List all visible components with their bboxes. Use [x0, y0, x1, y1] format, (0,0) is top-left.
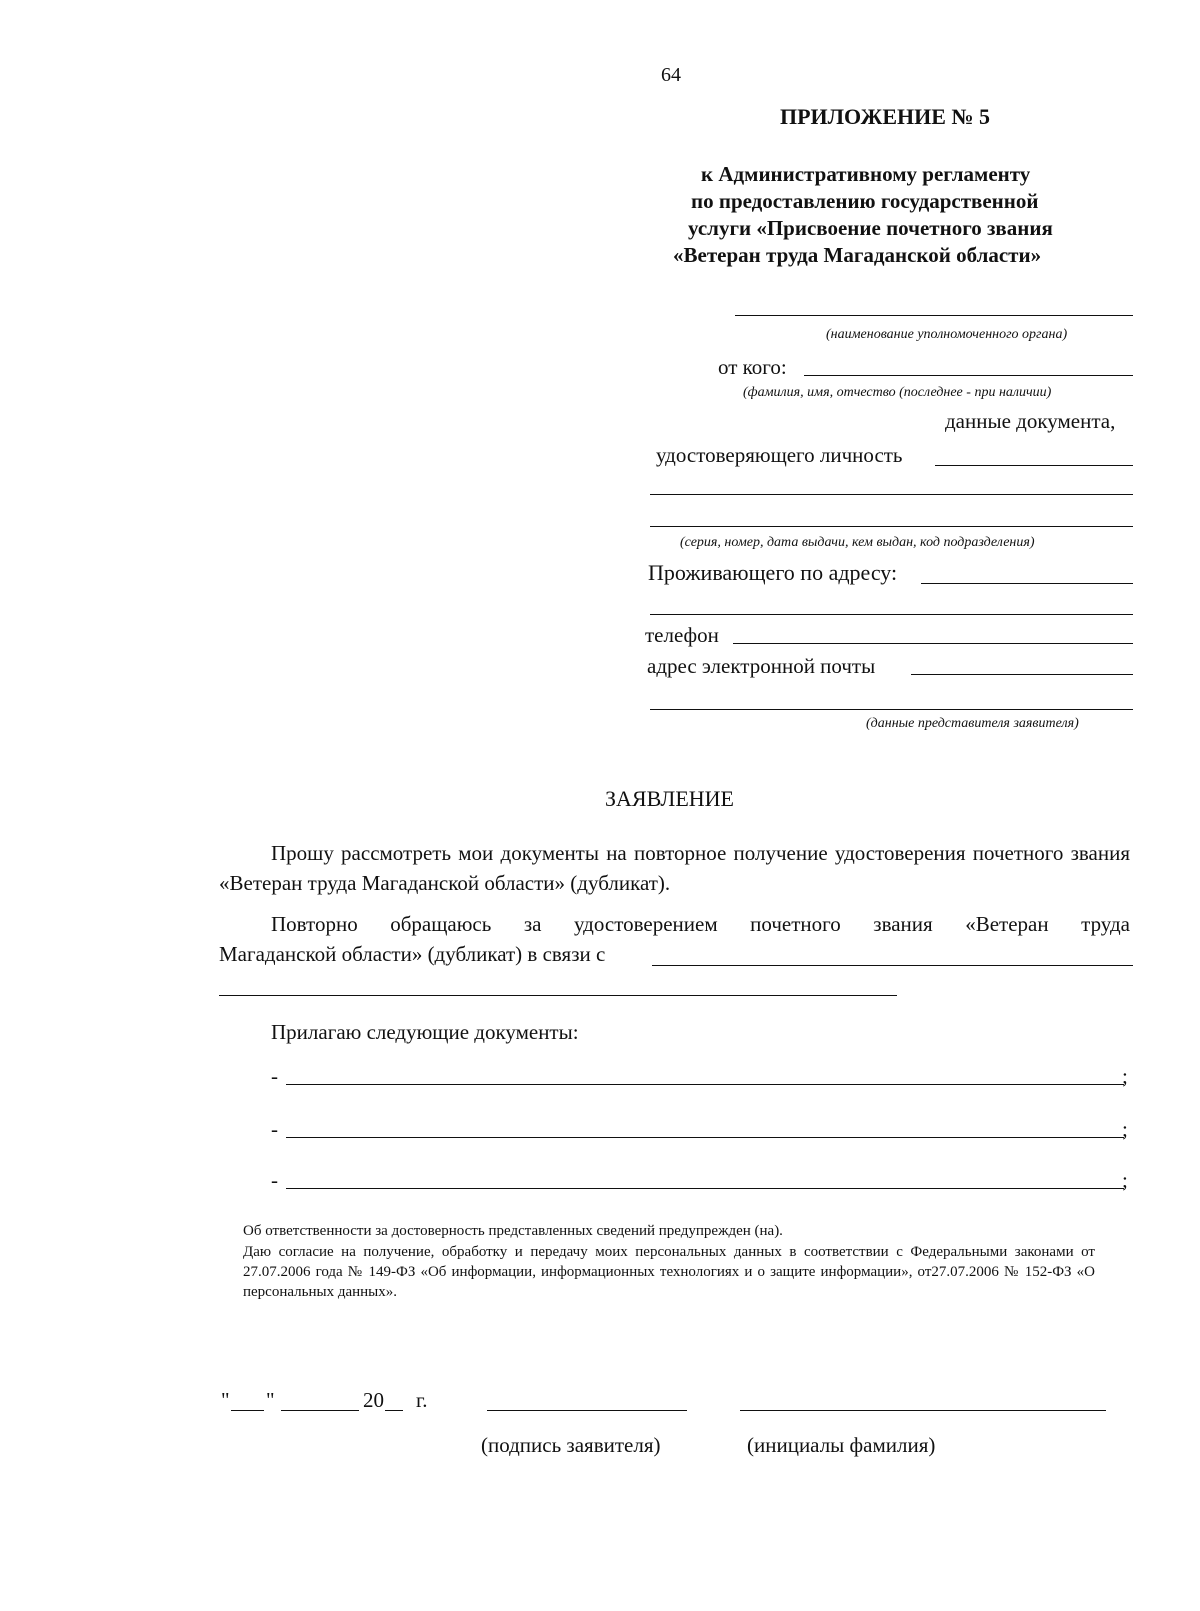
- doc-field-line-3[interactable]: [650, 526, 1133, 527]
- attachment-dash-1: -: [271, 1064, 278, 1088]
- date-year-prefix: 20: [363, 1388, 384, 1412]
- doc-label-1: данные документа,: [945, 409, 1116, 433]
- header-line-1: к Административному регламенту: [701, 162, 1031, 186]
- personal-data-consent: Даю согласие на получение, обработку и передачу моих персональных данных в соответствии с Федеральными законами от 27.07.2006 года № 149-ФЗ «Об информации, информационных технологиях и о защите информации», от27.07.2006 № 152-ФЗ «О персональных данных».: [243, 1244, 1095, 1300]
- representative-field-line[interactable]: [650, 709, 1133, 710]
- address-field-line-2[interactable]: [650, 614, 1133, 615]
- signature-caption: (подпись заявителя): [481, 1433, 661, 1457]
- email-label: адрес электронной почты: [647, 654, 876, 678]
- statement-title: ЗАЯВЛЕНИЕ: [605, 786, 734, 811]
- attachment-semicolon-1: ;: [1122, 1064, 1128, 1088]
- address-field-line-1[interactable]: [921, 583, 1133, 584]
- doc-field-line-1[interactable]: [935, 465, 1133, 466]
- header-line-2: по предоставлению государственной: [691, 189, 1039, 213]
- header-line-4: «Ветеран труда Магаданской области»: [673, 243, 1042, 267]
- date-day-line[interactable]: [231, 1410, 264, 1411]
- representative-caption: (данные представителя заявителя): [866, 716, 1079, 731]
- doc-caption: (серия, номер, дата выдачи, кем выдан, код подразделения): [680, 535, 1035, 550]
- reason-field-line-2[interactable]: [219, 995, 897, 996]
- date-quote-close: ": [266, 1388, 275, 1412]
- attachment-field-line-3[interactable]: [286, 1188, 1124, 1189]
- attach-label: Прилагаю следующие документы:: [271, 1020, 579, 1044]
- organ-field-line[interactable]: [735, 315, 1133, 316]
- name-line[interactable]: [740, 1410, 1106, 1411]
- statement-paragraph-2-line-2: Магаданской области» (дубликат) в связи с: [219, 942, 606, 966]
- reason-field-line-1[interactable]: [652, 965, 1133, 966]
- phone-field-line[interactable]: [733, 643, 1133, 644]
- signature-line[interactable]: [487, 1410, 687, 1411]
- attachment-dash-2: -: [271, 1117, 278, 1141]
- date-year-line[interactable]: [385, 1410, 403, 1411]
- email-field-line[interactable]: [911, 674, 1133, 675]
- statement-paragraph-2-line-1: Повторно обращаюсь за удостоверением почетного звания «Ветеран труда: [271, 912, 1130, 936]
- name-caption: (инициалы фамилия): [747, 1433, 936, 1457]
- attachment-field-line-2[interactable]: [286, 1137, 1124, 1138]
- organ-caption: (наименование уполномоченного органа): [826, 327, 1068, 342]
- phone-label: телефон: [645, 623, 719, 647]
- attachment-semicolon-2: ;: [1122, 1117, 1128, 1141]
- statement-paragraph-1: Прошу рассмотреть мои документы на повторное получение удостоверения почетного звания «Ветеран труда Магаданской области» (дубликат).: [219, 841, 1130, 895]
- doc-label-2: удостоверяющего личность: [656, 443, 903, 467]
- attachment-field-line-1[interactable]: [286, 1084, 1124, 1085]
- doc-field-line-2[interactable]: [650, 494, 1133, 495]
- fio-caption: (фамилия, имя, отчество (последнее - при наличии): [743, 385, 1052, 400]
- from-label: от кого:: [718, 355, 787, 379]
- date-month-line[interactable]: [281, 1410, 359, 1411]
- header-line-3: услуги «Присвоение почетного звания: [688, 216, 1053, 240]
- date-year-suffix: г.: [416, 1388, 428, 1412]
- date-quote-open: ": [221, 1388, 230, 1412]
- page-number: 64: [661, 64, 681, 86]
- attachment-dash-3: -: [271, 1168, 278, 1192]
- address-label: Проживающего по адресу:: [648, 560, 898, 585]
- appendix-title: ПРИЛОЖЕНИЕ № 5: [780, 104, 991, 129]
- responsibility-notice: Об ответственности за достоверность представленных сведений предупрежден (на).: [243, 1223, 783, 1239]
- from-field-line[interactable]: [804, 375, 1133, 376]
- attachment-semicolon-3: ;: [1122, 1168, 1128, 1192]
